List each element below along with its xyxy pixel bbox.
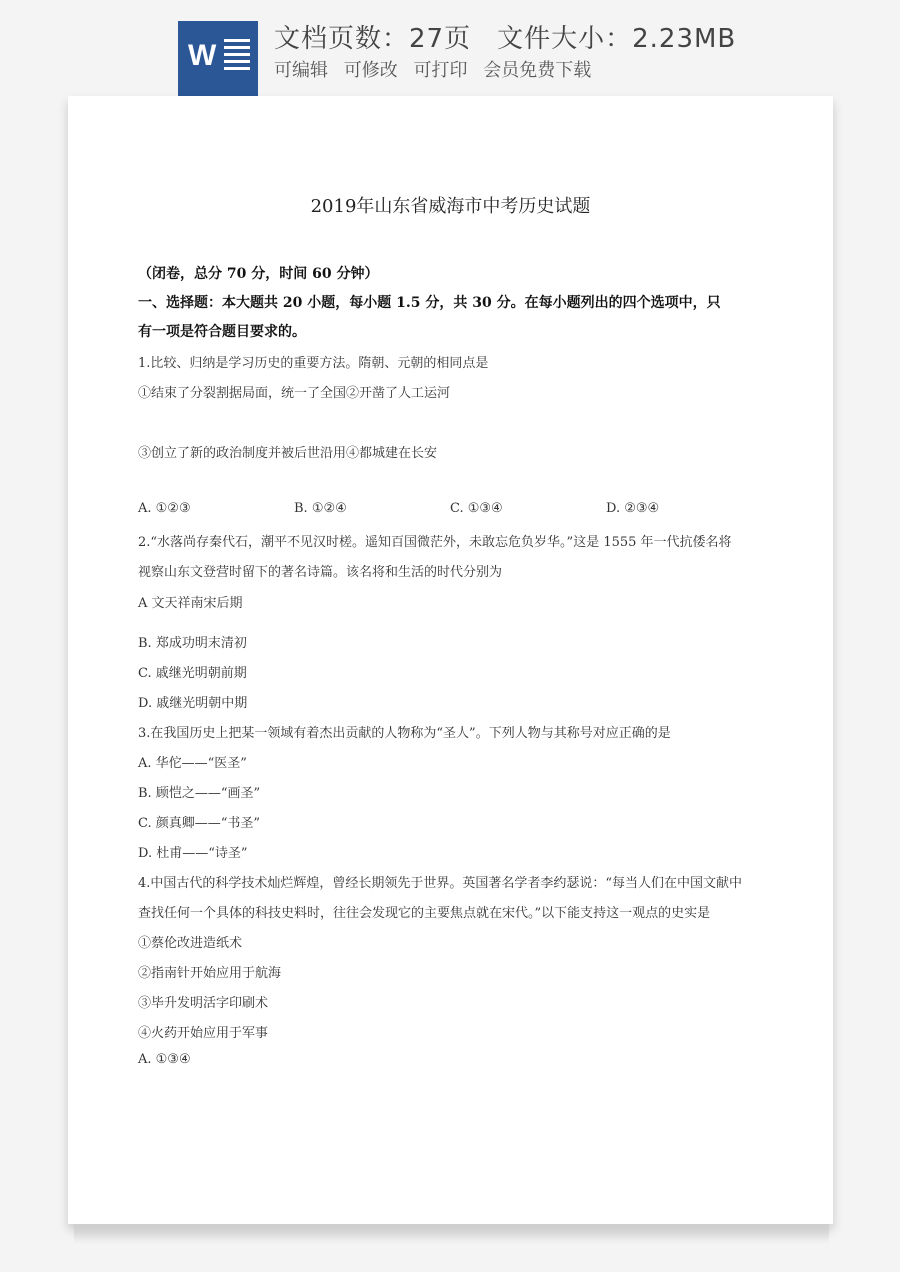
feature-list — [274, 56, 601, 82]
banner-title — [274, 18, 736, 55]
question-1-statement-1: ①结束了分裂割据局面，统一了全国②开凿了人工运河 — [138, 386, 451, 401]
page-count-label: 文档页数：27页 — [274, 24, 472, 54]
word-icon-lines — [224, 39, 250, 74]
question-2-option-b: B. 郑成功明末清初 — [138, 636, 247, 651]
question-2-option-a: A 文天祥南宋后期 — [138, 596, 243, 611]
question-4-item-3: ③毕升发明活字印刷术 — [138, 996, 269, 1011]
question-2-option-d: D. 戚继光明朝中期 — [138, 696, 248, 711]
question-1-option-d: D. ②③④ — [606, 501, 660, 516]
question-3-option-d: D. 杜甫——“诗圣” — [138, 846, 248, 861]
question-1-stem: 1.比较、归纳是学习历史的重要方法。隋朝、元朝的相同点是 — [138, 356, 489, 371]
question-3-option-c: C. 颜真卿——“书圣” — [138, 816, 261, 831]
document-title: 2019年山东省威海市中考历史试题 — [310, 196, 591, 217]
feature-free-download: 会员免费下载 — [483, 60, 592, 81]
question-4-item-2: ②指南针开始应用于航海 — [138, 966, 282, 981]
question-1-option-c: C. ①③④ — [450, 501, 503, 516]
page-shadow — [74, 1224, 829, 1244]
question-2-stem-line2: 视察山东文登营时留下的著名诗篇。该名将和生活的时代分别为 — [138, 565, 503, 580]
feature-editable: 可编辑 — [274, 60, 328, 81]
section-instructions-line1: 一、选择题：本大题共 20 小题，每小题 1.5 分，共 30 分。在每小题列出的四个选项中，只 — [138, 295, 721, 311]
exam-note: （闭卷，总分 70 分，时间 60 分钟） — [138, 266, 379, 282]
feature-modifiable: 可修改 — [343, 60, 398, 81]
question-4-stem-line1: 4.中国古代的科学技术灿烂辉煌，曾经长期领先于世界。英国著名学者李约瑟说：“每当人们在中国文献中 — [138, 876, 743, 891]
question-3-option-b: B. 顾恺之——“画圣” — [138, 786, 261, 801]
question-4-item-4: ④火药开始应用于军事 — [138, 1026, 269, 1041]
document-page — [68, 96, 833, 1224]
section-instructions-line2: 有一项是符合题目要求的。 — [138, 324, 306, 340]
file-size-label: 文件大小：2.23MB — [497, 24, 737, 54]
feature-printable: 可打印 — [413, 60, 468, 81]
question-2-stem-line1: 2.“水落尚存秦代石，潮平不见汉时槎。遥知百国微茫外，未敢忘危负岁华。”这是 1555 年一代抗倭名将 — [138, 535, 732, 550]
question-1-option-b: B. ①②④ — [294, 501, 347, 516]
question-4-option-a: A. ①③④ — [138, 1052, 191, 1067]
word-icon-letter: W — [188, 39, 217, 72]
question-3-option-a: A. 华佗——“医圣” — [138, 756, 247, 771]
question-2-option-c: C. 戚继光明朝前期 — [138, 666, 247, 681]
question-1-statement-2: ③创立了新的政治制度并被后世沿用④都城建在长安 — [138, 446, 438, 461]
question-4-item-1: ①蔡伦改进造纸术 — [138, 936, 243, 951]
question-4-stem-line2: 查找任何一个具体的科技史料时，往往会发现它的主要焦点就在宋代。”以下能支持这一观点的史实是 — [138, 906, 711, 921]
question-1-option-a: A. ①②③ — [138, 501, 191, 516]
word-document-icon — [178, 21, 258, 96]
download-banner — [0, 0, 900, 96]
question-3-stem: 3.在我国历史上把某一领域有着杰出贡献的人物称为“圣人”。下列人物与其称号对应正确的是 — [138, 726, 671, 741]
